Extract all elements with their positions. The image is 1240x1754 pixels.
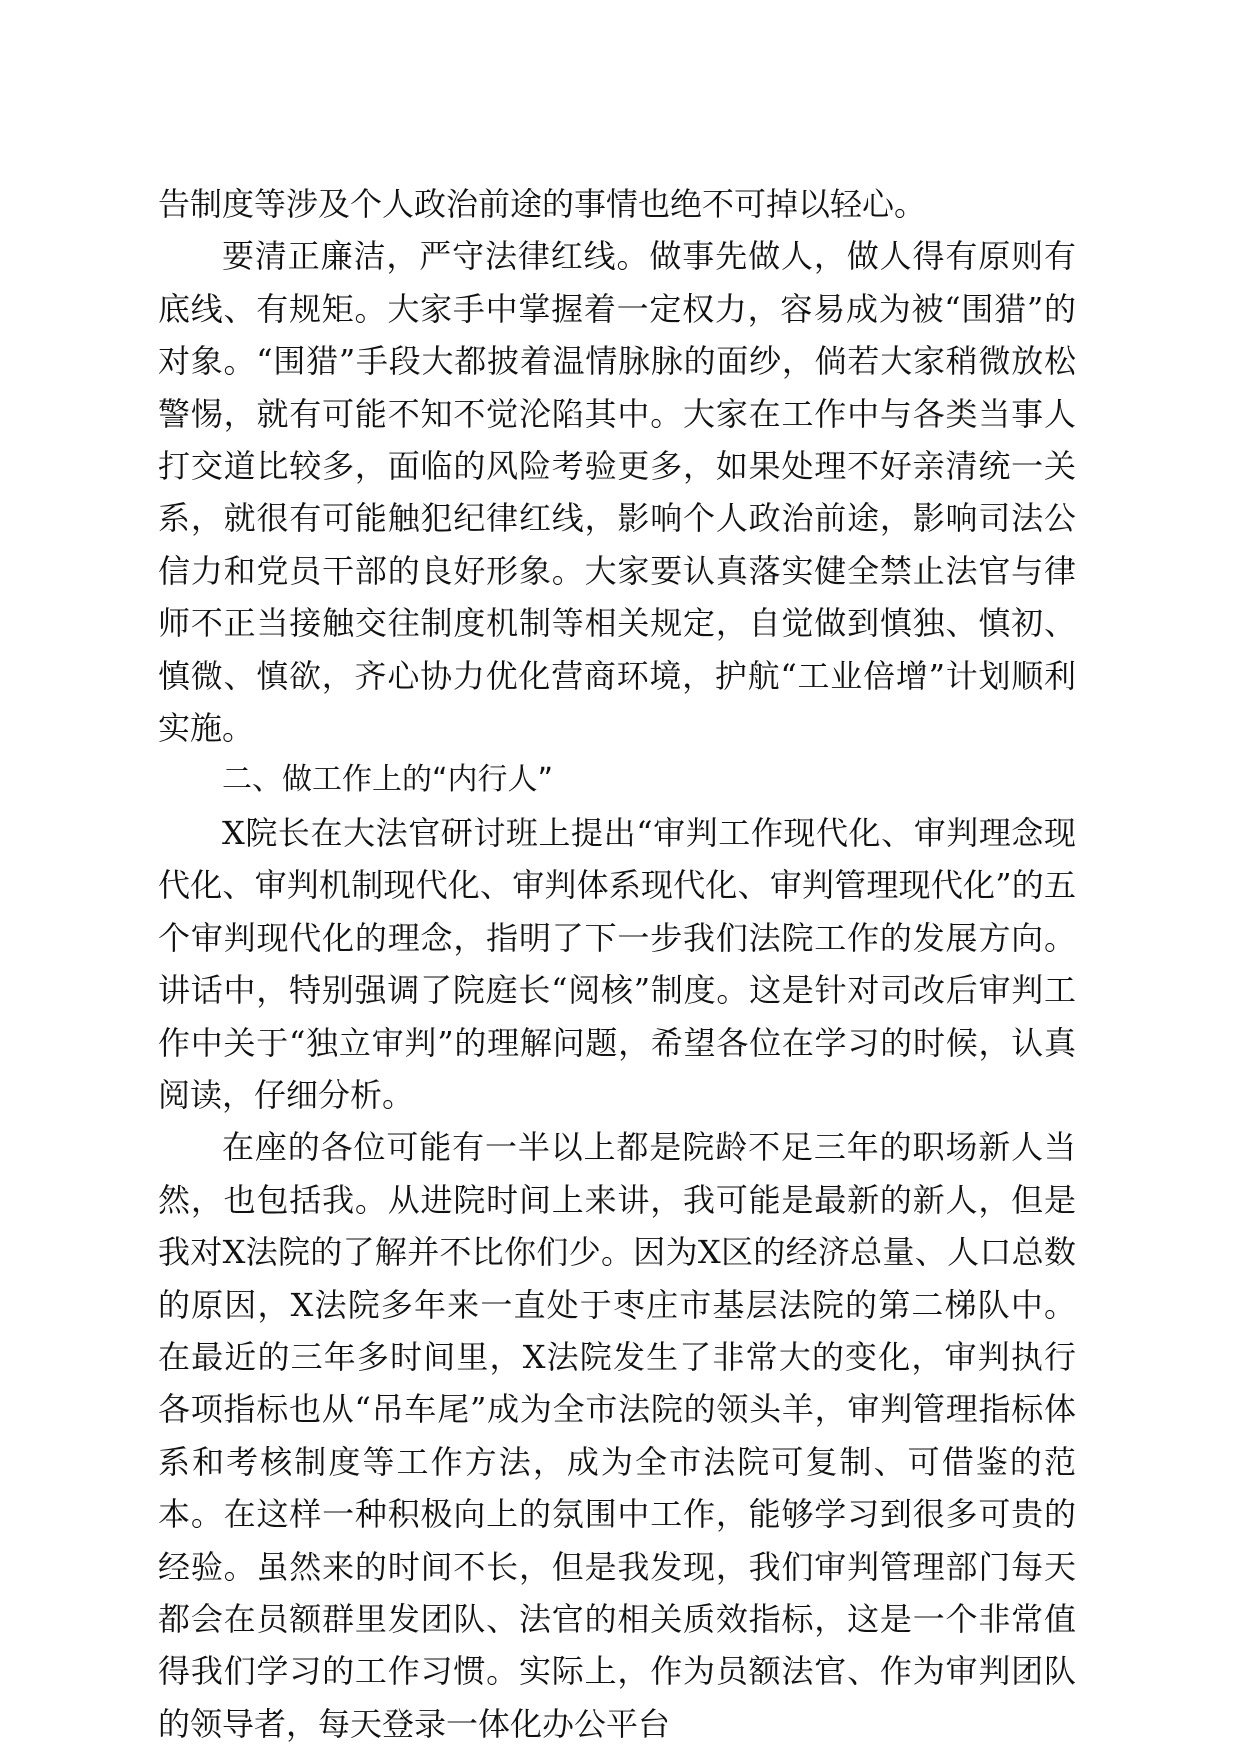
paragraph-integrity: 要清正廉洁，严守法律红线。做事先做人，做人得有原则有底线、有规矩。大家手中掌握着一定权力，容易成为被“围猎”的对象。“围猎”手段大都披着温情脉脉的面纱，倘若大家稍微放松警惕，就有可能不知不觉沦陷其中。大家在工作中与各类当事人打交道比较多，面临的风险考验更多，如果处理不好亲清统一关系，就很有可能触犯纪律红线，影响个人政治前途，影响司法公信力和党员干部的良好形象。大家要认真落实健全禁止法官与律师不正当接触交往制度机制等相关规定，自觉做到慎独、慎初、慎微、慎欲，齐心协力优化营商环境，护航“工业倍增”计划顺利实施。 [158,237,1076,748]
document-body [158,178,1076,1750]
section-heading: 二、做工作上的“内行人” [222,762,554,798]
paragraph-newcomers: 在座的各位可能有一半以上都是院龄不足三年的职场新人当然，也包括我。从进院时间上来讲，我可能是最新的新人，但是我对X法院的了解并不比你们少。因为X区的经济总量、人口总数的原因，X法院多年来一直处于枣庄市基层法院的第二梯队中。在最近的三年多时间里，X法院发生了非常大的变化，审判执行各项指标也从“吊车尾”成为全市法院的领头羊，审判管理指标体系和考核制度等工作方法，成为全市法院可复制、可借鉴的范本。在这样一种积极向上的氛围中工作，能够学习到很多可贵的经验。虽然来的时间不长，但是我发现，我们审判管理部门每天都会在员额群里发团队、法官的相关质效指标，这是一个非常值得我们学习的工作习惯。实际上，作为员额法官、作为审判团队的领导者，每天登录一体化办公平台 [158,1128,1076,1743]
paragraph-continuation: 告制度等涉及个人政治前途的事情也绝不可掉以轻心。 [158,185,927,223]
paragraph-modernization: X院长在大法官研讨班上提出“审判工作现代化、审判理念现代化、审判机制现代化、审判体系现代化、审判管理现代化”的五个审判现代化的理念，指明了下一步我们法院工作的发展方向。讲话中，特别强调了院庭长“阅核”制度。这是针对司改后审判工作中关于“独立审判”的理解问题，希望各位在学习的时候，认真阅读，仔细分析。 [158,813,1076,1114]
